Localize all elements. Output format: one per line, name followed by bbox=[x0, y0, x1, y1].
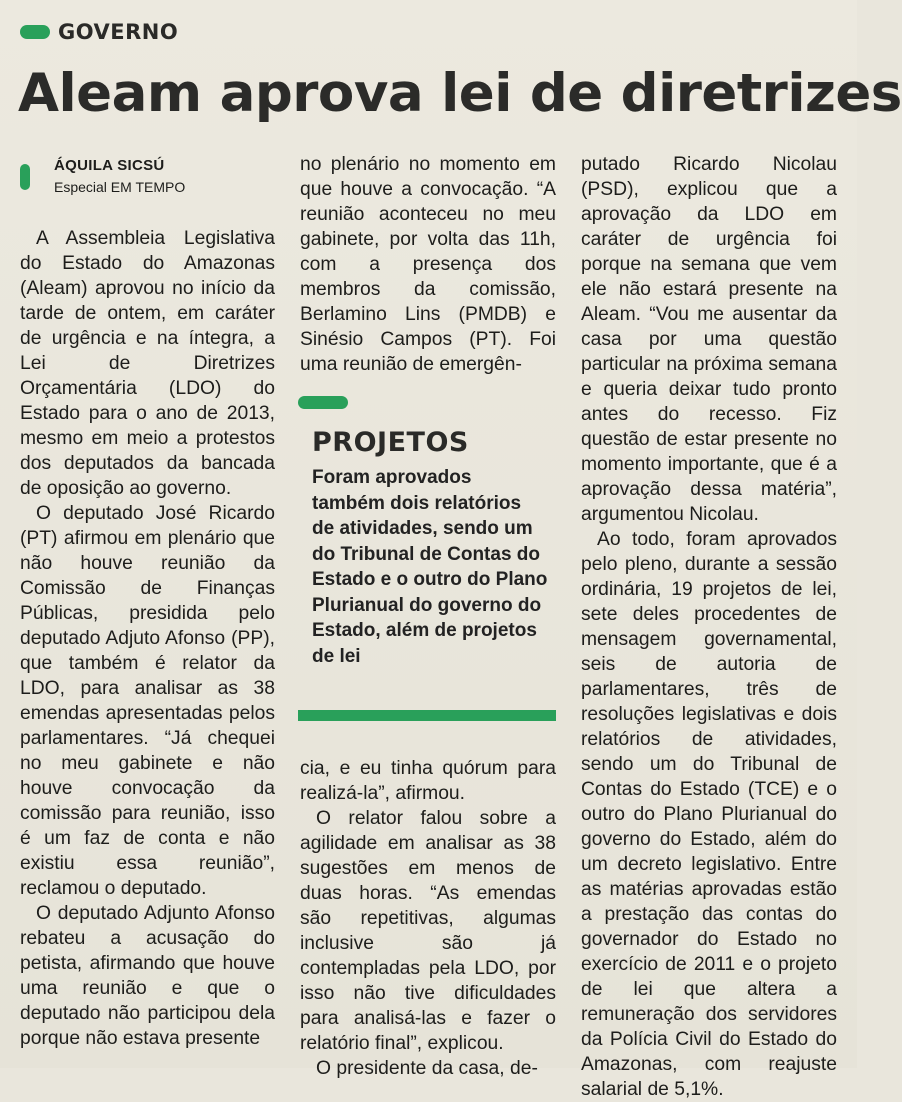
paragraph: O relator falou sobre a agilidade em analisar as 38 sugestões em menos de duas horas. “As emendas são repetitivas, algumas inclusive são já contempladas pela LDO, por isso não tive dificuldades para analisá-las e fazer o relatório final”, explicou. bbox=[300, 808, 556, 1054]
paragraph: O deputado José Ricardo (PT) afirmou em plenário que não houve reunião da Comissão de Finanças Públicas, presidida pelo deputado Adjuto Afonso (PP), que também é relator da LDO, para analisar as 38 emendas apresentadas pelos parlamentares. “Já chequei no meu gabinete e não houve convocação da comissão para reunião, isso é um faz de conta e não existiu essa reunião”, reclamou o deputado. bbox=[20, 503, 275, 899]
headline: Aleam aprova lei de diretrizes bbox=[18, 63, 902, 124]
byline-bar-icon bbox=[20, 164, 30, 190]
byline-affiliation: Especial EM TEMPO bbox=[54, 179, 186, 195]
byline bbox=[20, 156, 290, 200]
paragraph: cia, e eu tinha quórum para realizá-la”, afirmou. bbox=[300, 758, 556, 804]
article-column-3 bbox=[581, 152, 837, 1102]
paragraph: putado Ricardo Nicolau (PSD), explicou que a aprovação da LDO em caráter de urgência foi porque na semana que vem ele não estará presente na Aleam. “Vou me ausentar da casa por uma questão particular na próxima semana e queria deixar tudo pronto antes do recesso. Fiz questão de estar presente no momento importante, que é a aprovação dessa matéria”, argumentou Nicolau. bbox=[581, 154, 837, 525]
paragraph: Ao todo, foram aprovados pelo pleno, durante a sessão ordinária, 19 projetos de lei, sete deles procedentes de mensagem governamental, seis de autoria de parlamentares, três de resoluções legislativas e dois relatórios de atividades, sendo um do Tribunal de Contas do Estado (TCE) e o outro do Plano Plurianual do governo do Estado, além do um decreto legislativo. Entre as matérias aprovadas estão a prestação das contas do governador do Estado no exercício de 2011 e o projeto de lei que altera a remuneração dos servidores da Polícia Civil do Estado do Amazonas, com reajuste salarial de 5,1%. bbox=[581, 529, 837, 1100]
paragraph: O deputado Adjunto Afonso rebateu a acusação do petista, afirmando que houve uma reunião e que o deputado não participou dela porque não estava presente bbox=[20, 903, 275, 1049]
section-label: GOVERNO bbox=[58, 20, 179, 44]
article-column-2-top bbox=[300, 152, 556, 377]
section-tag bbox=[20, 18, 178, 46]
sidebar-rule bbox=[298, 710, 556, 721]
sidebar-text: Foram aprovados também dois relatórios de atividades, sendo um do Tribunal de Contas do Estado e o outro do Plano Plurianual do governo do Estado, além de projetos de lei bbox=[312, 467, 548, 667]
paragraph: O presidente da casa, de- bbox=[316, 1058, 538, 1079]
sidebar-title: PROJETOS bbox=[312, 427, 469, 458]
section-pill-icon bbox=[20, 25, 50, 39]
paragraph: A Assembleia Legislativa do Estado do Amazonas (Aleam) aprovou no início da tarde de ontem, em caráter de urgência e na íntegra, a Lei de Diretrizes Orçamentária (LDO) do Estado para o ano de 2013, mesmo em meio a protestos dos deputados da bancada de oposição ao governo. bbox=[20, 228, 275, 499]
article-column-1 bbox=[20, 226, 275, 1051]
article-column-2-bottom bbox=[300, 756, 556, 1081]
sidebar-pill-icon bbox=[298, 396, 348, 409]
paragraph: no plenário no momento em que houve a convocação. “A reunião aconteceu no meu gabinete, por volta das 11h, com a presença dos membros da comissão, Berlamino Lins (PMDB) e Sinésio Campos (PT). Foi uma reunião de emergên- bbox=[300, 154, 556, 375]
byline-author: ÁQUILA SICSÚ bbox=[54, 157, 165, 174]
sidebar-box bbox=[298, 396, 558, 722]
